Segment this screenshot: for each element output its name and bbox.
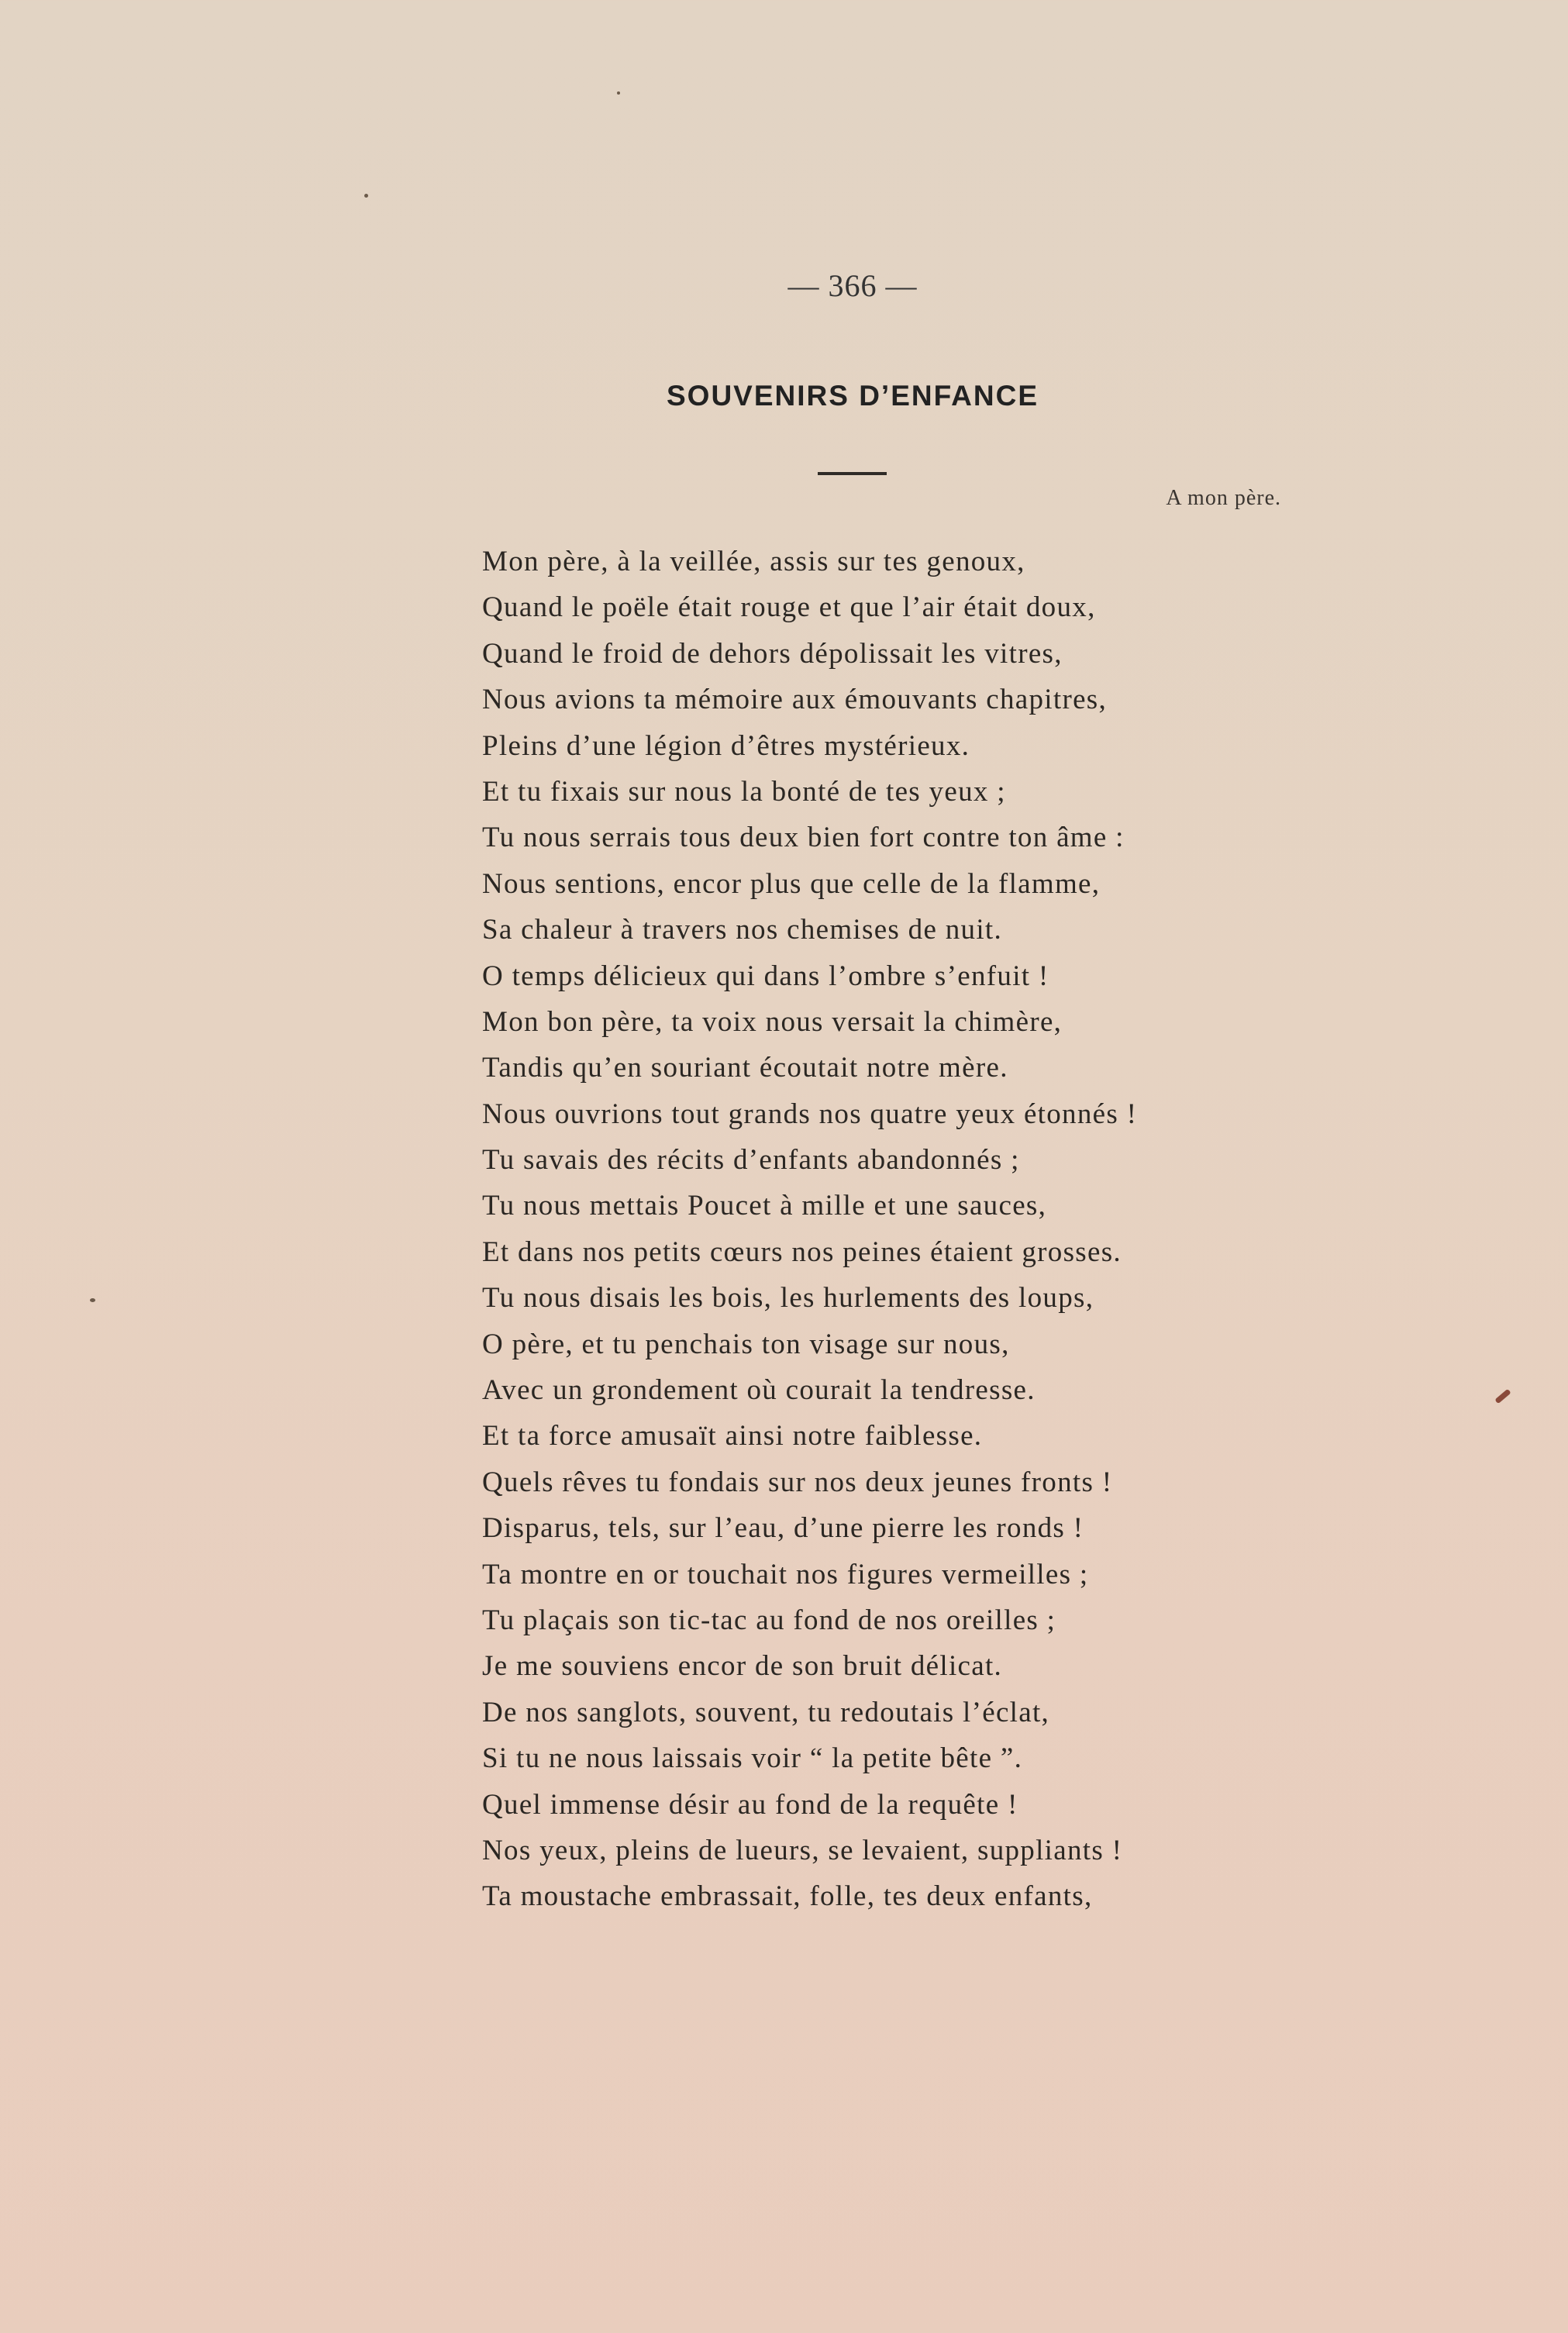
poem-line: Je me souviens encor de son bruit délicat. [482, 1650, 1003, 1683]
poem-line: Nous avions ta mémoire aux émouvants chapitres, [482, 684, 1108, 716]
paper-speck [1494, 1389, 1511, 1404]
title-rule [818, 472, 887, 475]
poem-line: De nos sanglots, souvent, tu redoutais l’éclat, [482, 1696, 1050, 1728]
poem-line: Quand le froid de dehors dépolissait les vitres, [482, 637, 1063, 670]
poem-line: Tu nous serrais tous deux bien fort contre ton âme : [482, 822, 1125, 854]
poem-line: Et tu fixais sur nous la bonté de tes yeux ; [482, 775, 1006, 808]
poem-line: Nos yeux, pleins de lueurs, se levaient, suppliants ! [482, 1834, 1123, 1866]
poem-line: Avec un grondement où courait la tendresse. [482, 1374, 1036, 1407]
poem-line: O père, et tu penchais ton visage sur nous, [482, 1328, 1010, 1360]
poem-line: Tu savais des récits d’enfants abandonnés ; [482, 1144, 1020, 1177]
poem-line: Et ta force amusaït ainsi notre faiblesse. [482, 1420, 983, 1453]
poem-line: Tandis qu’en souriant écoutait notre mère. [482, 1052, 1008, 1084]
poem-line: O temps délicieux qui dans l’ombre s’enfuit ! [482, 960, 1049, 992]
poem-line: Disparus, tels, sur l’eau, d’une pierre les ronds ! [482, 1512, 1084, 1545]
poem-line: Quels rêves tu fondais sur nos deux jeunes fronts ! [482, 1466, 1113, 1498]
paper-speck [364, 194, 368, 198]
poem-line: Si tu ne nous laissais voir “ la petite bête ”. [482, 1742, 1023, 1775]
poem-line: Et dans nos petits cœurs nos peines étaient grosses. [482, 1235, 1122, 1268]
paper-speck [617, 91, 620, 95]
poem-line: Tu nous disais les bois, les hurlements des loups, [482, 1282, 1094, 1315]
poem-line: Quand le poële était rouge et que l’air était doux, [482, 591, 1096, 624]
paper-speck [90, 1298, 95, 1302]
poem-line: Pleins d’une légion d’êtres mystérieux. [482, 729, 970, 762]
page-number: — 366 — [787, 268, 918, 303]
poem-line: Sa chaleur à travers nos chemises de nuit. [482, 914, 1003, 946]
poem-line: Mon bon père, ta voix nous versait la chimère, [482, 1005, 1063, 1038]
poem-line: Nous sentions, encor plus que celle de la flamme, [482, 867, 1101, 900]
poem-title: SOUVENIRS D’ENFANCE [666, 380, 1039, 412]
poem-line: Nous ouvrions tout grands nos quatre yeux étonnés ! [482, 1098, 1138, 1130]
poem-body [482, 539, 1451, 1920]
dedication: A mon père. [1166, 486, 1281, 510]
poem-line: Ta montre en or touchait nos figures vermeilles ; [482, 1558, 1089, 1590]
poem-line: Quel immense désir au fond de la requête ! [482, 1788, 1018, 1821]
poem-line: Tu nous mettais Poucet à mille et une sauces, [482, 1190, 1047, 1222]
poem-line: Mon père, à la veillée, assis sur tes genoux, [482, 546, 1025, 577]
poem-line: Ta moustache embrassait, folle, tes deux enfants, [482, 1880, 1093, 1913]
poem-line: Tu plaçais son tic-tac au fond de nos oreilles ; [482, 1604, 1056, 1636]
